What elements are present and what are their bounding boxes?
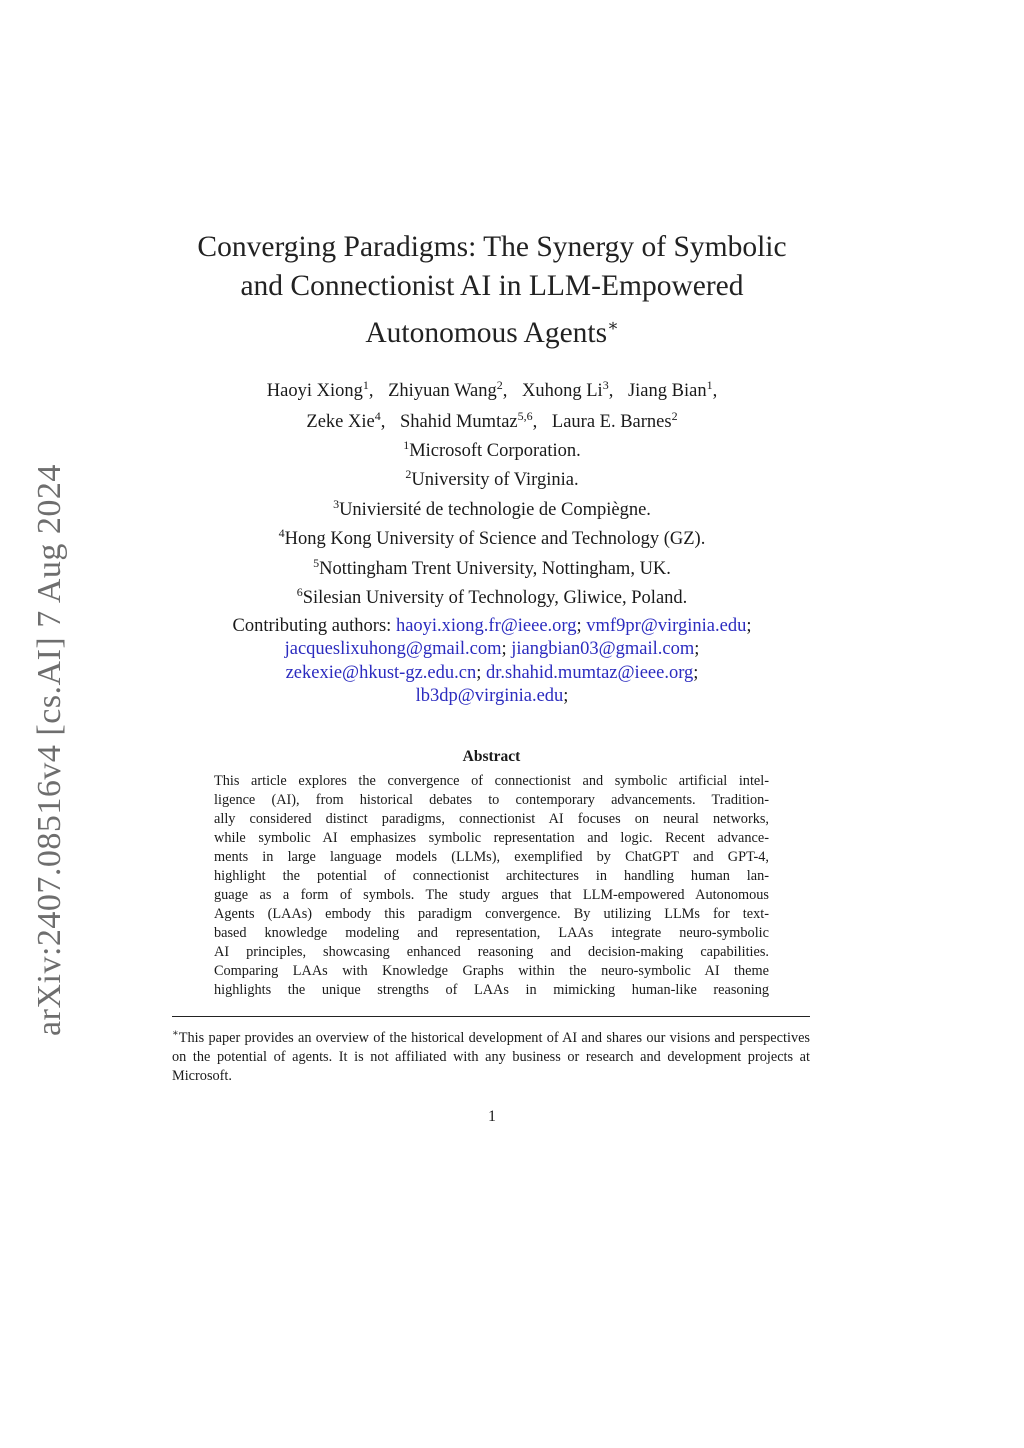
- affiliation-number: 6: [296, 585, 303, 600]
- email-link[interactable]: dr.shahid.mumtaz@ieee.org: [485, 662, 694, 683]
- contrib-line: [160, 662, 824, 685]
- abstract-line: Agents (LAAs) embody this paradigm convergence. By utilizing LLMs for text-: [214, 906, 769, 922]
- author-affiliation-ref: 2: [496, 378, 503, 392]
- affiliation-text: Hong Kong University of Science and Technology (GZ).: [284, 529, 706, 550]
- email-separator: ;: [476, 662, 482, 683]
- abstract-line: ligence (AI), from historical debates to contemporary advancements. Tradition-: [214, 792, 769, 808]
- author-affiliation-ref: 4: [374, 409, 381, 424]
- footnote-divider: [172, 1016, 810, 1017]
- author-name: Zhiyuan Wang: [388, 381, 497, 402]
- author-affiliation-ref: 3: [602, 378, 609, 392]
- email-separator: ;: [746, 616, 752, 636]
- author-name: Zeke Xie: [306, 412, 375, 433]
- author-line: [160, 404, 824, 435]
- author-name: Jiang Bian: [627, 381, 707, 402]
- author-name: Laura E. Barnes: [551, 412, 672, 433]
- affiliation-text: Univiersité de technologie de Compiègne.: [339, 500, 651, 521]
- footnote-text: This paper provides an overview of the historical development of AI and shares our visions and perspectives on the potential of agents. It is not affiliated with any business or research and development projects at Microsoft.: [172, 1029, 810, 1084]
- paper-title: [180, 228, 804, 353]
- contrib-line: [160, 615, 824, 638]
- abstract-line: while symbolic AI emphasizes symbolic representation and logic. Recent advance-: [214, 830, 769, 846]
- affiliation-text: Silesian University of Technology, Gliwice, Poland.: [302, 588, 688, 609]
- email-link[interactable]: jiangbian03@gmail.com: [511, 639, 695, 660]
- abstract-line: Comparing LAAs with Knowledge Graphs within the neuro-symbolic AI theme: [214, 963, 769, 979]
- author-separator: ,: [502, 381, 508, 402]
- title-line-last: [180, 306, 804, 353]
- page-number: 1: [488, 1108, 496, 1125]
- affiliation-item: [160, 522, 824, 551]
- affiliation-text: University of Virginia.: [411, 470, 579, 491]
- affiliation-item: [160, 463, 824, 492]
- email-link[interactable]: haoyi.xiong.fr@ieee.org: [395, 616, 577, 636]
- author-line: [160, 373, 824, 404]
- contributing-authors: [160, 615, 824, 708]
- affiliation-list: [160, 434, 824, 611]
- author-affiliation-ref: 5,6: [517, 409, 533, 424]
- affiliation-text: Microsoft Corporation.: [409, 441, 581, 462]
- email-separator: ;: [501, 639, 507, 660]
- abstract-line: highlights the unique strengths of LAAs in mimicking human-like reasoning: [214, 982, 769, 998]
- contributing-authors-label: Contributing authors:: [232, 616, 392, 636]
- email-link[interactable]: zekexie@hkust-gz.edu.cn: [285, 662, 477, 683]
- abstract-line: highlight the potential of connectionist architectures in handling human lan-: [214, 868, 769, 884]
- author-separator: ,: [712, 381, 718, 402]
- abstract-line: ally considered distinct paradigms, connectionist AI focuses on neural networks,: [214, 811, 769, 827]
- affiliation-item: [160, 552, 824, 581]
- abstract-line: This article explores the convergence of connectionist and symbolic artificial intel-: [214, 773, 769, 789]
- author-name: Shahid Mumtaz: [399, 412, 518, 433]
- author-separator: ,: [368, 381, 374, 402]
- affiliation-number: 1: [403, 438, 410, 452]
- affiliation-item: [160, 493, 824, 522]
- abstract-line: ments in large language models (LLMs), exemplified by ChatGPT and GPT-4,: [214, 849, 769, 865]
- email-link[interactable]: vmf9pr@virginia.edu: [586, 616, 747, 636]
- author-separator: ,: [380, 412, 386, 433]
- contrib-line: [160, 685, 824, 708]
- email-separator: ;: [693, 662, 699, 683]
- affiliation-number: 4: [278, 526, 285, 541]
- abstract-heading: Abstract: [462, 748, 521, 765]
- abstract-line: guage as a form of symbols. The study argues that LLM-empowered Autonomous: [214, 887, 769, 903]
- email-link[interactable]: jacqueslixuhong@gmail.com: [284, 639, 502, 660]
- affiliation-number: 3: [333, 496, 340, 511]
- abstract-line: AI principles, showcasing enhanced reasoning and decision-making capabilities.: [214, 944, 769, 960]
- author-affiliation-ref: 1: [362, 378, 369, 392]
- email-separator: ;: [563, 685, 569, 706]
- author-name: Haoyi Xiong: [266, 381, 363, 402]
- author-affiliation-ref: 2: [671, 409, 678, 424]
- abstract-body: [214, 772, 769, 1000]
- author-name: Xuhong Li: [522, 381, 603, 402]
- title-line: and Connectionist AI in LLM-Empowered: [240, 270, 744, 302]
- affiliation-item: [160, 434, 824, 463]
- footnote-marker: ∗: [172, 1028, 179, 1039]
- email-separator: ;: [694, 639, 700, 660]
- author-list: [160, 373, 824, 435]
- affiliation-item: [160, 581, 824, 610]
- email-link[interactable]: lb3dp@virginia.edu: [415, 685, 564, 706]
- author-separator: ,: [532, 412, 538, 433]
- title-line-text: Autonomous Agents: [365, 316, 608, 349]
- title-line: Converging Paradigms: The Synergy of Symbolic: [197, 231, 787, 263]
- contrib-line: [160, 638, 824, 661]
- affiliation-number: 2: [405, 467, 412, 482]
- footnote: [172, 1024, 810, 1086]
- affiliation-text: Nottingham Trent University, Nottingham, UK.: [319, 558, 671, 579]
- title-footnote-marker: ∗: [607, 316, 619, 335]
- affiliation-number: 5: [313, 555, 320, 570]
- author-separator: ,: [608, 381, 614, 402]
- author-affiliation-ref: 1: [706, 378, 713, 392]
- abstract-line: based knowledge modeling and representation, LAAs integrate neuro-symbolic: [214, 925, 769, 941]
- email-separator: ;: [576, 616, 582, 636]
- arxiv-identifier-stamp: arXiv:2407.08516v4 [cs.AI] 7 Aug 2024: [31, 464, 68, 1036]
